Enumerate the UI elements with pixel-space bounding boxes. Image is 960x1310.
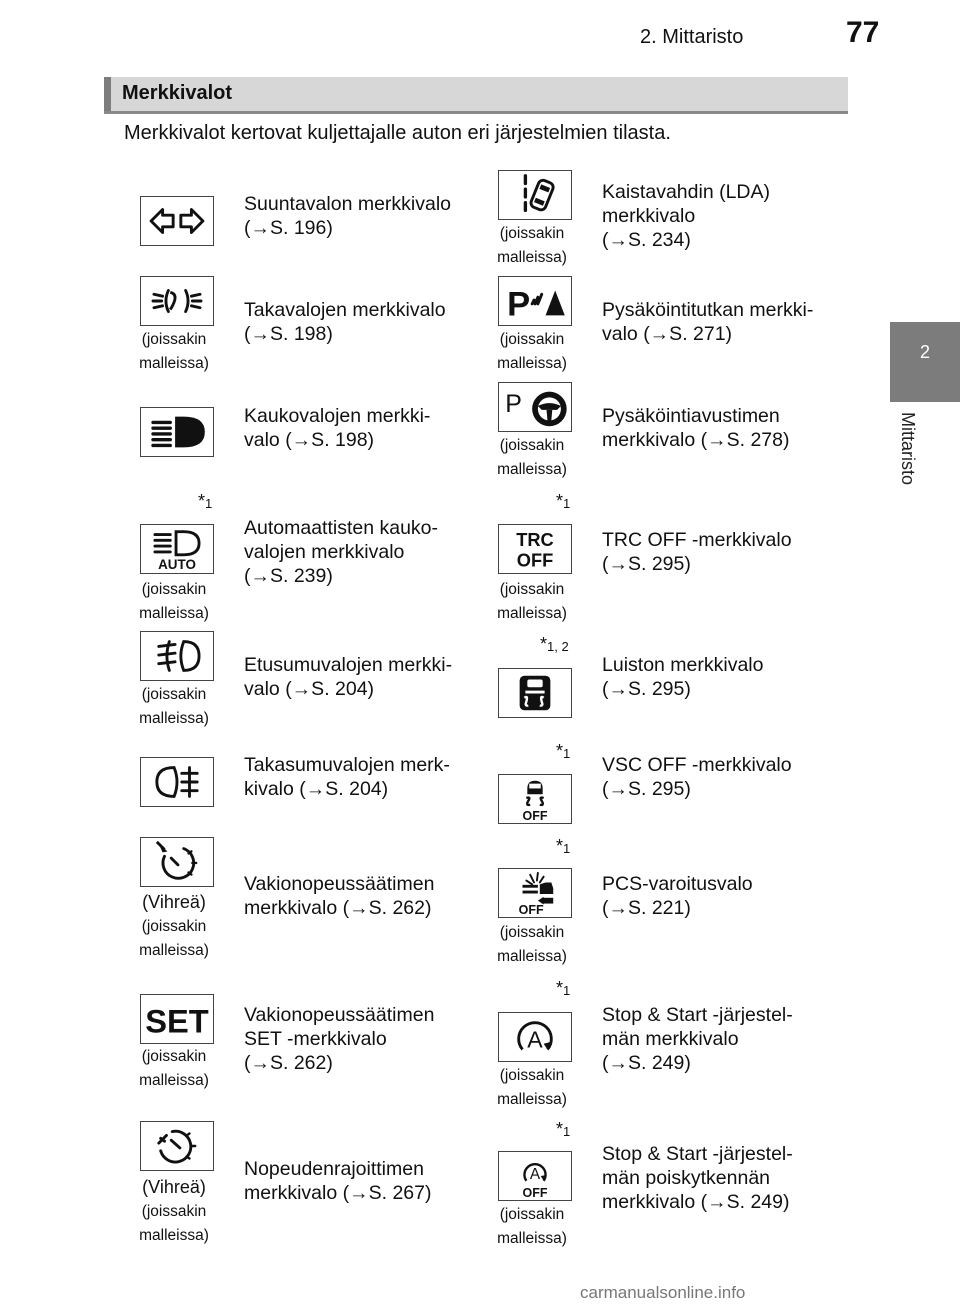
svg-text:OFF: OFF bbox=[518, 903, 544, 917]
front-fog-icon bbox=[140, 631, 214, 681]
svg-text:P: P bbox=[507, 285, 531, 324]
svg-text:AUTO: AUTO bbox=[158, 557, 196, 573]
cruise-set-desc: Vakionopeussäätimen SET -merkkivalo (→S. 262) bbox=[244, 1004, 435, 1074]
footnote-mark: $*_{1, 2}$ bbox=[540, 634, 569, 654]
front-fog-desc: Etusumuvalojen merkki- valo (→S. 204) bbox=[244, 654, 453, 700]
trc-off-icon bbox=[498, 524, 572, 574]
models-note: (joissakin malleissa) bbox=[497, 1067, 567, 1108]
svg-text:OFF: OFF bbox=[516, 549, 554, 571]
pcs-warning-icon bbox=[498, 868, 572, 918]
high-beam-icon bbox=[140, 407, 214, 457]
stop-start-icon bbox=[498, 1012, 572, 1062]
banner-title: Merkkivalot bbox=[122, 82, 233, 104]
speed-limiter-icon bbox=[140, 1121, 214, 1171]
tail-lights-icon bbox=[140, 276, 214, 326]
models-note: (joissakin malleissa) bbox=[139, 686, 209, 727]
tail-lights-desc: Takavalojen merkkivalo (→S. 198) bbox=[244, 299, 446, 345]
footnote-mark: $*_1$ bbox=[556, 1119, 571, 1139]
parking-sensor-icon bbox=[498, 276, 572, 326]
auto-high-beam-icon bbox=[140, 524, 214, 574]
rear-fog-desc: Takasumuvalojen merk- kivalo (→S. 204) bbox=[244, 754, 450, 800]
models-note: (joissakin malleissa) bbox=[139, 1203, 209, 1244]
turn-signal-desc: Suuntavalon merkkivalo (→S. 196) bbox=[244, 193, 452, 239]
green-note: (Vihreä) bbox=[142, 1177, 206, 1197]
models-note: (joissakin malleissa) bbox=[139, 1048, 209, 1089]
trc-off-desc: TRC OFF -merkkivalo (→S. 295) bbox=[602, 529, 792, 575]
svg-text:SET: SET bbox=[145, 1002, 209, 1040]
auto-high-beam-desc: Automaattisten kauko- valojen merkkivalo (→S. 239) bbox=[244, 517, 439, 587]
models-note: (joissakin malleissa) bbox=[497, 924, 567, 965]
page-number: 77 bbox=[846, 16, 880, 49]
green-note: (Vihreä) bbox=[142, 892, 206, 912]
footnote-mark: $*_1$ bbox=[556, 491, 571, 511]
intro-text: Merkkivalot kertovat kuljettajalle auton eri järjestelmien tilasta. bbox=[124, 122, 671, 144]
slip-indicator-desc: Luiston merkkivalo (→S. 295) bbox=[602, 654, 764, 700]
models-note: (joissakin malleissa) bbox=[497, 437, 567, 478]
models-note: (joissakin malleissa) bbox=[497, 1206, 567, 1247]
footnote-mark: $*_1$ bbox=[556, 978, 571, 998]
section-banner bbox=[104, 77, 848, 114]
chapter-tab[interactable] bbox=[890, 322, 960, 402]
banner-accent bbox=[104, 77, 111, 111]
footnote-mark: $*_1$ bbox=[556, 741, 571, 761]
pcs-warning-desc: PCS-varoitusvalo (→S. 221) bbox=[602, 873, 753, 919]
section-title: 2. Mittaristo bbox=[640, 26, 744, 48]
models-note: (joissakin malleissa) bbox=[497, 225, 567, 266]
footnote-mark: $*_1$ bbox=[556, 836, 571, 856]
rear-fog-icon bbox=[140, 757, 214, 807]
models-note: (joissakin malleissa) bbox=[139, 918, 209, 959]
footer-watermark: carmanualsonline.info bbox=[580, 1283, 746, 1302]
svg-text:TRC: TRC bbox=[516, 529, 554, 551]
high-beam-desc: Kaukovalojen merkki- valo (→S. 198) bbox=[244, 405, 431, 451]
parking-assist-desc: Pysäköintiavustimen merkkivalo (→S. 278) bbox=[602, 405, 790, 451]
stop-start-off-icon bbox=[498, 1151, 572, 1201]
speed-limiter-desc: Nopeudenrajoittimen merkkivalo (→S. 267) bbox=[244, 1158, 432, 1204]
cruise-control-icon bbox=[140, 837, 214, 887]
models-note: (joissakin malleissa) bbox=[497, 331, 567, 372]
chapter-number: 2 bbox=[919, 342, 930, 362]
svg-text:OFF: OFF bbox=[522, 1186, 548, 1200]
cruise-set-icon bbox=[140, 994, 214, 1044]
chapter-label: Mittaristo bbox=[898, 412, 918, 486]
slip-indicator-icon bbox=[498, 668, 572, 718]
svg-text:P: P bbox=[505, 389, 522, 418]
svg-text:A: A bbox=[527, 1026, 543, 1053]
lane-departure-icon bbox=[498, 170, 572, 220]
parking-assist-icon bbox=[498, 382, 572, 432]
models-note: (joissakin malleissa) bbox=[139, 331, 209, 372]
parking-sensor-desc: Pysäköintitutkan merkki- valo (→S. 271) bbox=[602, 299, 814, 345]
stop-start-desc: Stop & Start -järjestel- män merkkivalo (→S. 249) bbox=[602, 1004, 793, 1074]
footnote-mark: $*_1$ bbox=[198, 491, 213, 511]
vsc-off-desc: VSC OFF -merkkivalo (→S. 295) bbox=[602, 754, 792, 800]
models-note: (joissakin malleissa) bbox=[139, 581, 209, 622]
turn-signal-icon bbox=[140, 196, 214, 246]
lane-departure-desc: Kaistavahdin (LDA) merkkivalo (→S. 234) bbox=[602, 181, 770, 251]
stop-start-off-desc: Stop & Start -järjestel- män poiskytkennän merkkivalo (→S. 249) bbox=[602, 1143, 793, 1213]
cruise-control-desc: Vakionopeussäätimen merkkivalo (→S. 262) bbox=[244, 873, 435, 919]
svg-text:A: A bbox=[529, 1165, 541, 1183]
vsc-off-icon bbox=[498, 774, 572, 824]
models-note: (joissakin malleissa) bbox=[497, 581, 567, 622]
svg-text:OFF: OFF bbox=[522, 809, 548, 823]
